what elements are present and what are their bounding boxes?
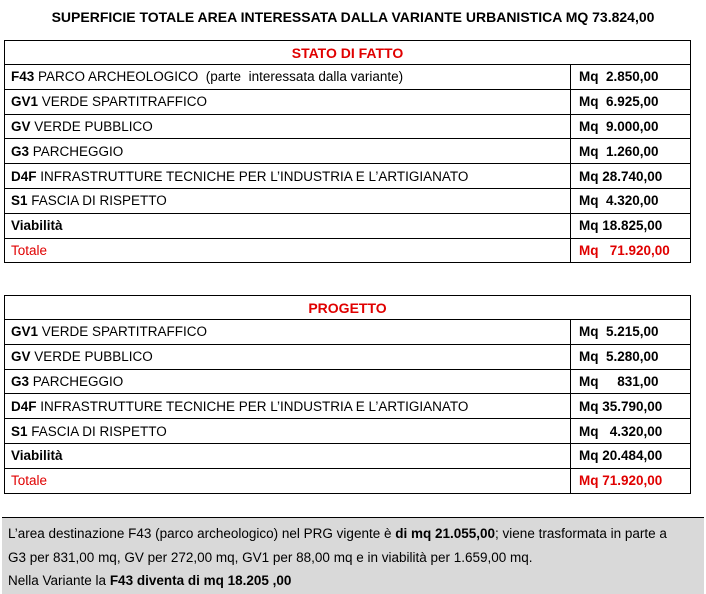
- zone-cell: [5, 394, 571, 419]
- table-row: [5, 213, 691, 238]
- zone-cell: [5, 114, 571, 139]
- table-row: [5, 164, 691, 189]
- table-row: [5, 369, 691, 394]
- area-value: Mq 831,00: [571, 369, 691, 394]
- area-value: Mq 18.825,00: [571, 213, 691, 238]
- zone-description: INFRASTRUTTURE TECNICHE PER L’INDUSTRIA E L’ARTIGIANATO: [36, 398, 469, 414]
- zone-cell: [5, 188, 571, 213]
- area-value: Mq 28.740,00: [571, 164, 691, 189]
- stato-di-fatto-table: [4, 40, 691, 263]
- table-row: [5, 344, 691, 369]
- zone-code: G3: [11, 373, 30, 389]
- zone-code: G3: [11, 143, 30, 159]
- zone-description: VERDE SPARTITRAFFICO: [38, 94, 208, 110]
- stato-total-row: [5, 238, 691, 263]
- zone-description: FASCIA DI RISPETTO: [27, 193, 167, 209]
- area-value: Mq 6.925,00: [571, 89, 691, 114]
- zone-code: GV: [11, 118, 31, 134]
- note-text: L’area destinazione F43 (parco archeologico) nel PRG vigente è: [8, 526, 396, 541]
- table-row: [5, 320, 691, 345]
- document-title: SUPERFICIE TOTALE AREA INTERESSATA DALLA VARIANTE URBANISTICA MQ 73.824,00: [51, 9, 655, 25]
- note-text: ; viene trasformata in parte a: [495, 526, 667, 541]
- area-value: Mq 5.280,00: [571, 344, 691, 369]
- total-label: Totale: [5, 238, 571, 263]
- table-row: [5, 443, 691, 468]
- table-row: [5, 139, 691, 164]
- note-bold-text: F43 diventa di mq 18.205 ,00: [109, 573, 292, 588]
- note-line-1: [8, 522, 698, 546]
- note-line-3: [8, 569, 698, 593]
- table-row: [5, 65, 691, 90]
- zone-cell: [5, 320, 571, 345]
- zone-cell: [5, 89, 571, 114]
- area-value: Mq 35.790,00: [571, 394, 691, 419]
- zone-description: INFRASTRUTTURE TECNICHE PER L’INDUSTRIA E L’ARTIGIANATO: [36, 168, 469, 184]
- note-line-2: G3 per 831,00 mq, GV per 272,00 mq, GV1 per 88,00 mq e in viabilità per 1.659,00 mq.: [8, 549, 533, 565]
- zone-cell: [5, 65, 571, 90]
- zone-cell: [5, 213, 571, 238]
- zone-code: S1: [11, 423, 28, 439]
- note-bold-text: di mq 21.055,00: [395, 526, 496, 541]
- table-row: [5, 188, 691, 213]
- stato-di-fatto-header: STATO DI FATTO: [5, 41, 691, 65]
- zone-code: GV1: [11, 324, 39, 340]
- note-box: [2, 517, 704, 594]
- table-row: [5, 419, 691, 444]
- zone-description: VERDE PUBBLICO: [30, 118, 153, 134]
- area-value: Mq 4.320,00: [571, 188, 691, 213]
- area-value: Mq 2.850,00: [571, 65, 691, 90]
- zone-code: D4F: [11, 398, 37, 414]
- zone-description: VERDE PUBBLICO: [30, 349, 153, 365]
- zone-cell: [5, 344, 571, 369]
- table-row: [5, 89, 691, 114]
- zone-description: PARCHEGGIO: [29, 143, 124, 159]
- total-label: Totale: [5, 468, 571, 493]
- zone-code: F43: [11, 69, 35, 85]
- zone-code: GV: [11, 349, 31, 365]
- zone-description: PARCHEGGIO: [29, 373, 124, 389]
- area-value: Mq 9.000,00: [571, 114, 691, 139]
- zone-code: Viabilità: [11, 448, 63, 464]
- area-value: Mq 5.215,00: [571, 320, 691, 345]
- zone-cell: [5, 164, 571, 189]
- zone-cell: [5, 443, 571, 468]
- zone-code: S1: [11, 193, 28, 209]
- zone-cell: [5, 139, 571, 164]
- zone-cell: [5, 419, 571, 444]
- table-row: [5, 114, 691, 139]
- progetto-total-row: [5, 468, 691, 493]
- area-value: Mq 1.260,00: [571, 139, 691, 164]
- zone-code: Viabilità: [11, 218, 63, 234]
- total-value: Mq 71.920,00: [571, 238, 691, 263]
- zone-code: GV1: [11, 94, 39, 110]
- total-value: Mq 71.920,00: [571, 468, 691, 493]
- zone-code: D4F: [11, 168, 37, 184]
- note-text: Nella Variante la: [8, 573, 110, 588]
- progetto-header: PROGETTO: [5, 296, 691, 320]
- zone-cell: [5, 369, 571, 394]
- zone-description: FASCIA DI RISPETTO: [27, 423, 167, 439]
- zone-description: VERDE SPARTITRAFFICO: [38, 324, 208, 340]
- area-value: Mq 4.320,00: [571, 419, 691, 444]
- zone-description: PARCO ARCHEOLOGICO (parte interessata dalla variante): [34, 69, 404, 85]
- table-row: [5, 394, 691, 419]
- progetto-table: [4, 295, 691, 494]
- area-value: Mq 20.484,00: [571, 443, 691, 468]
